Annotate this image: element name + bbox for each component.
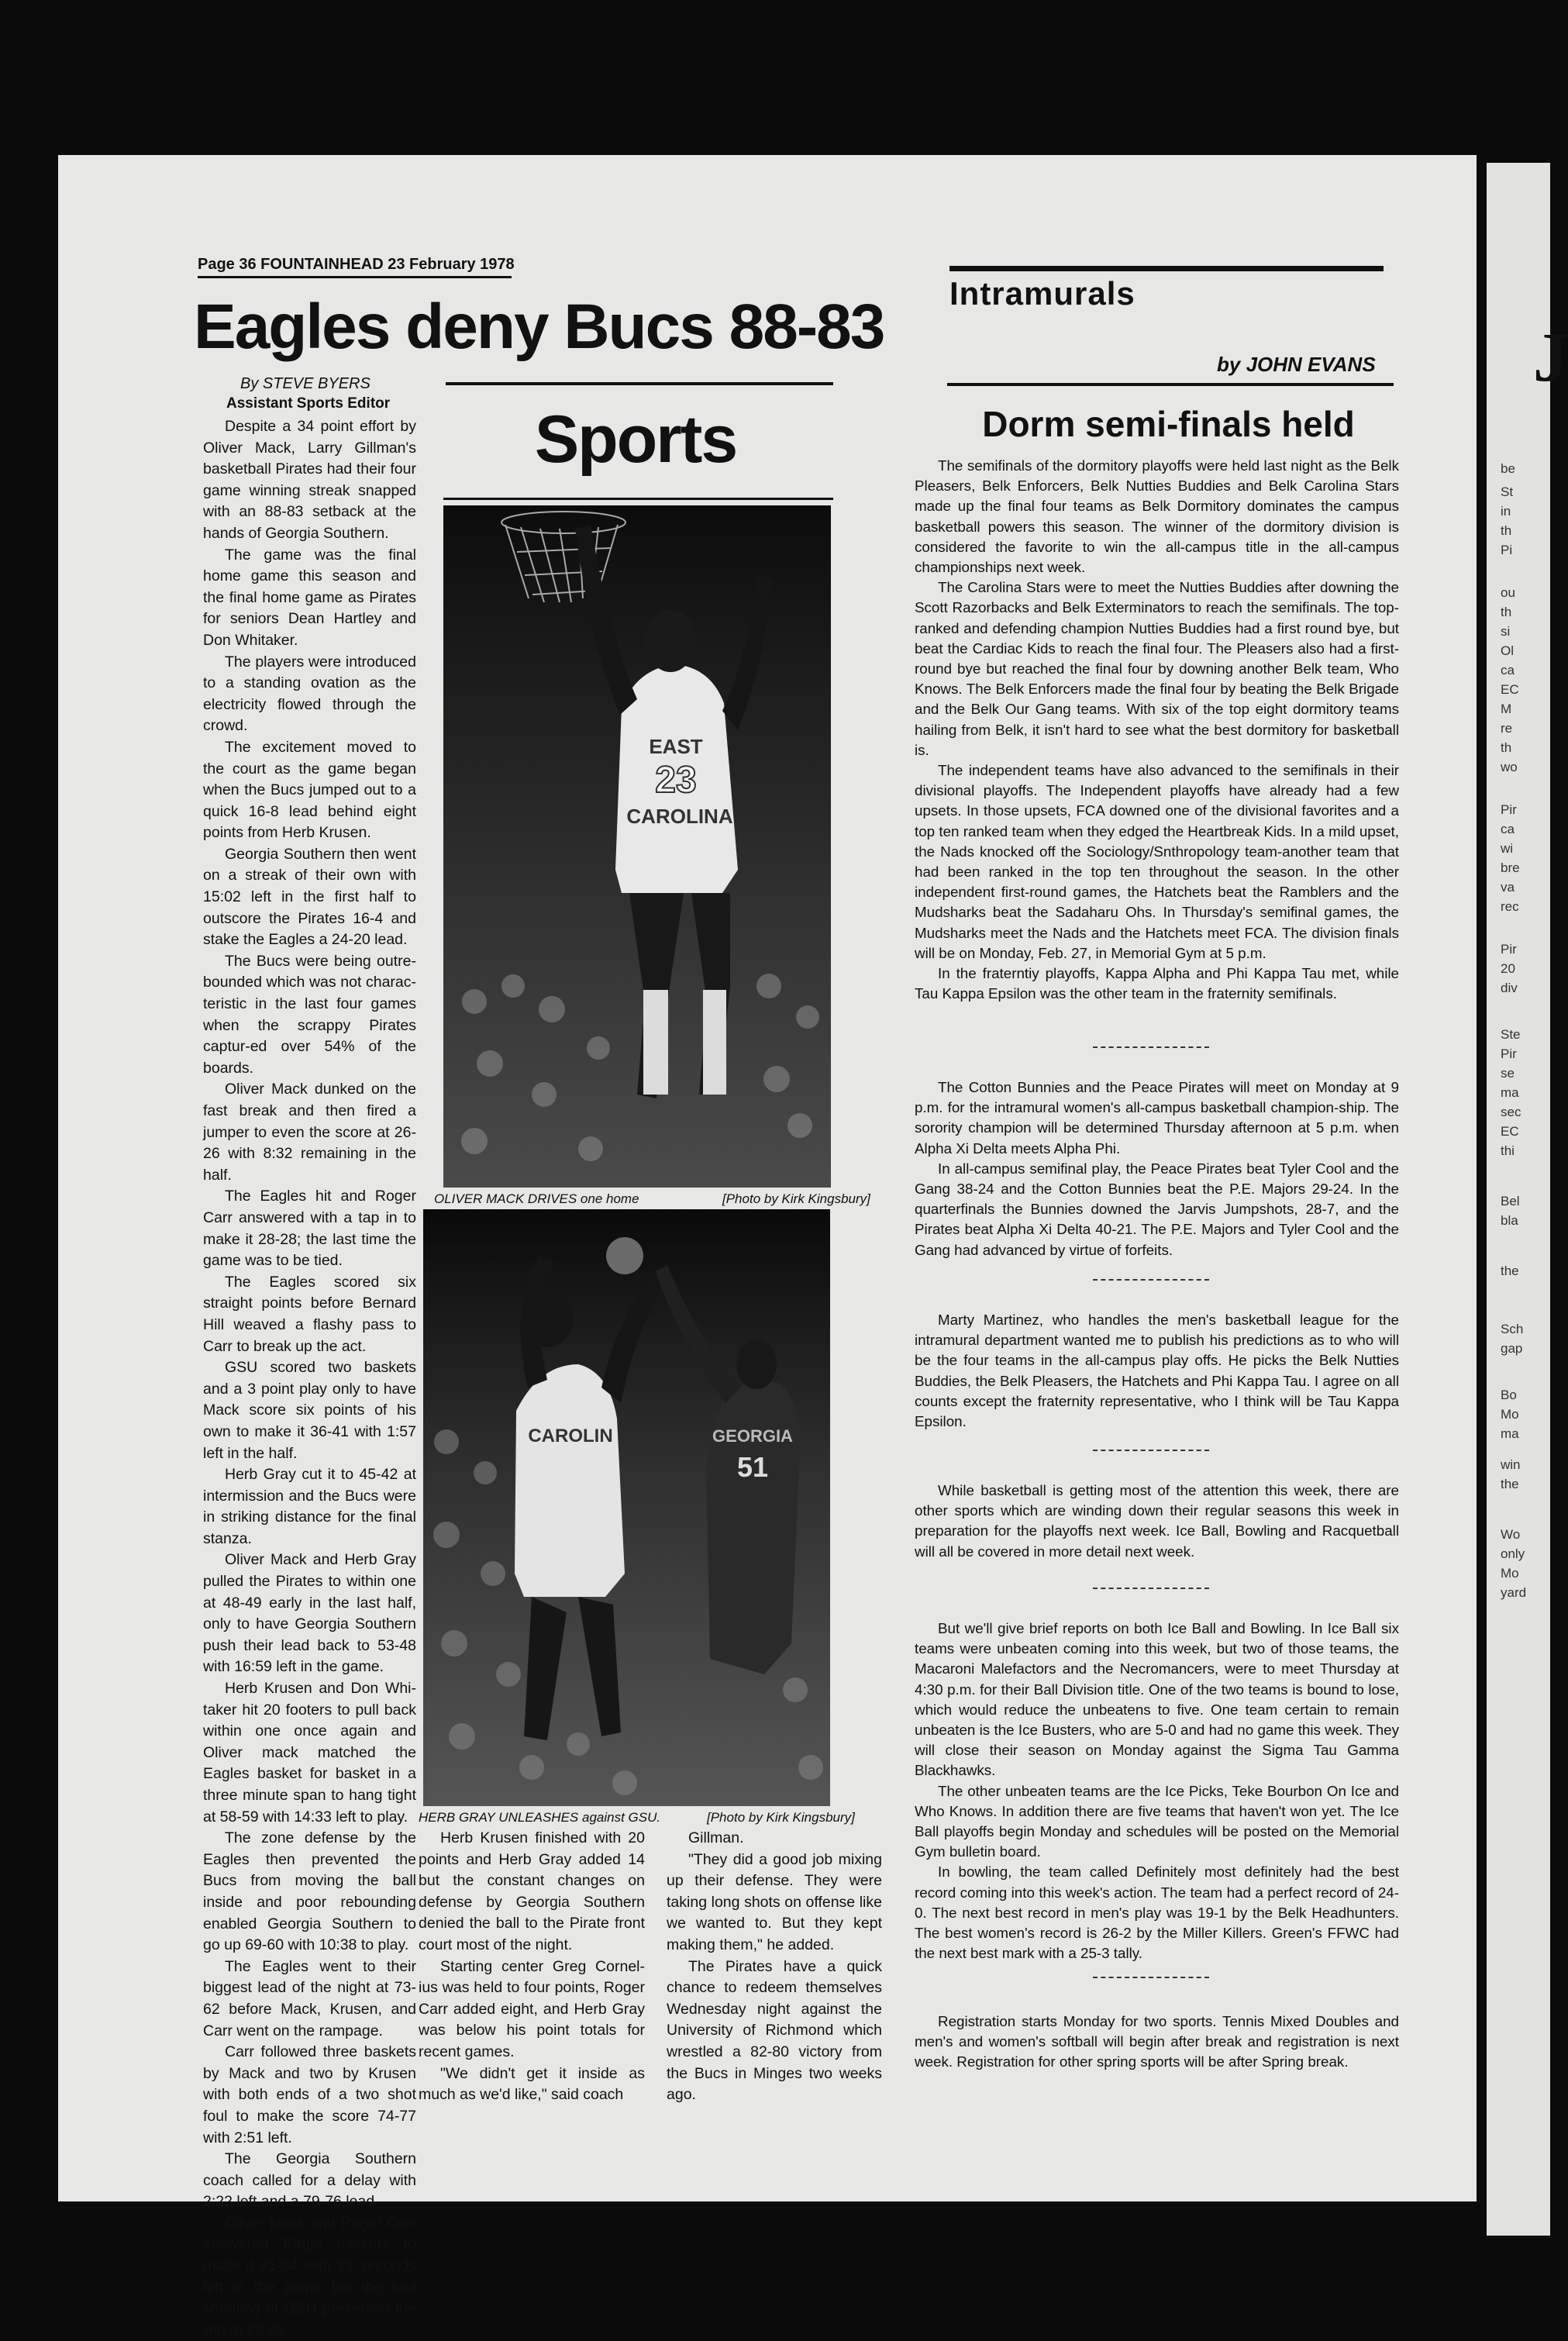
paragraph: The Georgia Southern coach called for a delay with 2:22 left and a 79-76 lead. [203, 2150, 416, 2211]
adjacent-fragment: va [1501, 880, 1515, 895]
paragraph: The Eagles went to their biggest lead of the night at 73-62 before Mack, Krusen, and Carr went on the rampage. [203, 1957, 416, 2039]
separator-5 [1093, 1977, 1209, 1978]
adjacent-fragment: be [1501, 461, 1515, 476]
photo-oliver-mack [443, 505, 831, 1188]
paragraph: In the fraterntiy playoffs, Kappa Alpha and Phi Kappa Tau met, while Tau Kappa Epsilon was the other team in the fraternity semifinals. [915, 965, 1399, 1002]
adjacent-fragment: Mo [1501, 1566, 1519, 1581]
paragraph: In all-campus semifinal play, the Peace Pirates beat Tyler Cool and the Gang 38-24 and the Cotton Bunnies beat the P.E. Majors 29-24. In the quarterfinals the Bunnies downed the Jarvis Jumpshots, 28-7, and the Pirates beat Alpha Xi Delta 40-21. The P.E. Majors and Tyler Cool and the Gang had advanced by virtue of forfeits. [915, 1160, 1399, 1258]
paragraph: Herb Krusen finished with 20 points and Herb Gray added 14 but the constant changes on defense by Georgia Southern denied the ball to the Pirate front court most of the night. [419, 1829, 645, 1953]
adjacent-fragment: Pir [1501, 942, 1517, 957]
paragraph: Oliver Mack dunked on the fast break and then fired a jumper to even the score at 26-26 with 8:32 remaining in the half. [203, 1081, 416, 1184]
left-article-paragraphs [203, 416, 416, 2341]
adjacent-fragment: St [1501, 484, 1514, 499]
intramurals-block-1 [915, 456, 1399, 1004]
middle-article-column-1 [419, 1828, 645, 2106]
adjacent-fragment: ou [1501, 585, 1515, 600]
adjacent-fragment: bla [1501, 1213, 1518, 1228]
adjacent-fragment: wo [1501, 760, 1518, 774]
intramurals-block-1-paragraphs [915, 456, 1399, 1004]
adjacent-fragment: sec [1501, 1105, 1521, 1119]
paragraph: "We didn't get it inside as much as we'd like," said coach [419, 2064, 645, 2104]
jersey1-bottom-text: CAROLINA [626, 805, 733, 828]
separator-1 [1093, 1046, 1209, 1048]
photo-herb-gray [423, 1209, 830, 1806]
paragraph: The Pirates have a quick chance to redeem themselves Wednesday night against the University of Richmond which wrestled a 82-80 victory from the Bucs in Minges two weeks ago. [667, 1957, 882, 2104]
photo-oliver-mack-art [443, 505, 831, 1188]
adjacent-page-letter: J [1533, 319, 1568, 396]
paragraph: Georgia Southern then went on a streak of their own with 15:02 left in the first half to outscore the Pirates 16-4 and stake the Eagles a 24-20 lead. [203, 845, 416, 949]
paragraph: Registration starts Monday for two sports. Tennis Mixed Doubles and men's and women's softball will begin after break and registration is next week. Registration for other spring sports will be after Spring break. [915, 2013, 1399, 2070]
jersey3-number-text: 51 [736, 1451, 769, 1483]
paragraph: Herb Krusen and Don Whi-taker hit 20 footers to pull back within one once again and Oliver mack matched the Eagles basket for basket in a three minute span to hang tight at 58-59 with 14:33 left to play. [203, 1680, 416, 1826]
photo2-credit: [Photo by Kirk Kingsbury] [707, 1810, 855, 1825]
photo2-caption: HERB GRAY UNLEASHES against GSU. [419, 1810, 661, 1825]
middle-article-paragraphs-1 [419, 1828, 645, 2106]
adjacent-page [1487, 163, 1568, 2236]
paragraph: But we'll give brief reports on both Ice Ball and Bowling. In Ice Ball six teams were unbeaten coming into this week, but two of those teams, the Macaroni Malefactors and the Necromancers, were to meet Thursday at 4:30 p.m. for their Ball Division title. One of the two teams is bound to lose, which would reduce the unbeatens to five. One team certain to remain unbeaten is the Ice Busters, who are 5-0 and had no game this week. They will close their season on Monday against the Sigma Tau Gamma Blackhawks. [915, 1620, 1399, 1779]
paragraph: The zone defense by the Eagles then prevented the Bucs from moving the ball inside and poor rebounding enabled Georgia Southern to go up 69-60 with 10:38 to play. [203, 1829, 416, 1954]
paragraph: GSU scored two baskets and a 3 point play only to have Mack score six points of his own to make it 36-41 with 1:57 left in the half. [203, 1359, 416, 1462]
byline-title: Assistant Sports Editor [226, 395, 391, 412]
adjacent-fragment: si [1501, 624, 1511, 639]
jersey2-text: CAROLIN [528, 1426, 613, 1446]
paragraph: The Bucs were being outre-bounded which was not charac-teristic in the last four games when the scrappy Pirates captur-ed over 54% of the boards. [203, 952, 416, 1077]
paragraph: The game was the final home game this season and the final home game as Pirates for seniors Dean Hartley and Don Whitaker. [203, 546, 416, 649]
adjacent-fragment: rec [1501, 899, 1519, 914]
adjacent-fragment: 20 [1501, 961, 1515, 976]
adjacent-fragment: yard [1501, 1585, 1527, 1600]
column-byline: by JOHN EVANS [1217, 353, 1376, 376]
adjacent-fragment: Ste [1501, 1027, 1521, 1042]
middle-article-paragraphs-2 [667, 1828, 882, 2106]
adjacent-fragment: EC [1501, 682, 1519, 697]
adjacent-fragment: wi [1501, 841, 1514, 856]
intramurals-block-5-paragraphs [915, 1619, 1399, 1963]
adjacent-fragment: Bo [1501, 1388, 1517, 1402]
sports-bottom-rule [443, 498, 833, 500]
adjacent-fragment: re [1501, 721, 1513, 736]
paragraph: Starting center Greg Cornel-ius was held to four points, Roger Carr added eight, and Herb Gray was below his point totals for recent games. [419, 1957, 645, 2060]
paragraph: Herb Gray cut it to 45-42 at intermission and the Bucs were in striking distance for the final stanza. [203, 1466, 416, 1547]
intramurals-rule [947, 383, 1394, 386]
intramurals-block-4 [915, 1481, 1399, 1562]
adjacent-fragment: Bel [1501, 1194, 1520, 1208]
adjacent-fragment: M [1501, 702, 1512, 716]
adjacent-fragment: ca [1501, 663, 1515, 677]
paragraph: The semifinals of the dormitory playoffs were held last night as the Belk Pleasers, Belk Enforcers, Belk Nutties Buddies and Belk Carolina Stars made up the final four teams as Belk Dormitory dominates the campus basketball powers this season. The winner of the dormitory division is considered the favorite to win the all-campus title in the all-campus championships next week. [915, 457, 1399, 576]
paragraph: In bowling, the team called Definitely most definitely had the best record coming into this week's action. The team had a perfect record of 24-0. The next best record in men's play was 19-1 by the Belk Headhunters. The best women's record is 26-2 by the Miller Killers. Green's FFWC had the next best mark with a 25-3 tally. [915, 1863, 1399, 1962]
adjacent-fragment: Ol [1501, 643, 1514, 658]
middle-article-column-2 [667, 1828, 882, 2106]
folio-rule [198, 276, 512, 278]
adjacent-fragment: win [1501, 1457, 1521, 1472]
adjacent-fragment: the [1501, 1264, 1519, 1278]
paragraph: The players were introduced to a standing ovation as the electricity flowed through the crowd. [203, 653, 416, 735]
photo-herb-gray-art [423, 1209, 830, 1806]
sports-top-rule [446, 382, 833, 385]
intramurals-block-4-paragraphs [915, 1481, 1399, 1562]
intramurals-block-5 [915, 1619, 1399, 1963]
jersey3-text: GEORGIA [712, 1426, 793, 1446]
paragraph: Carr followed three baskets by Mack and two by Krusen with both ends of a two shot foul to make the score 74-77 with 2:51 left. [203, 2043, 416, 2146]
adjacent-fragment: th [1501, 523, 1512, 538]
paragraph: The other unbeaten teams are the Ice Picks, Teke Bourbon On Ice and Who Knows. In addition there are five teams that haven't won yet. The Ice Ball playoffs begin Monday and schedules will be posted on the Memorial Gym bulletin board. [915, 1782, 1399, 1860]
intramurals-block-6 [915, 2012, 1399, 2073]
adjacent-fragment: in [1501, 504, 1511, 519]
adjacent-fragment: gap [1501, 1341, 1523, 1356]
adjacent-fragment: ma [1501, 1085, 1519, 1100]
paragraph: "They did a good job mixing up their defense. They were taking long shots on offense like we wanted to. But they kept making them," he added. [667, 1850, 882, 1953]
intramurals-block-6-paragraphs [915, 2012, 1399, 2073]
page-folio: Page 36 FOUNTAINHEAD 23 February 1978 [198, 256, 515, 273]
intramurals-block-2-paragraphs [915, 1077, 1399, 1260]
left-article-column [203, 416, 416, 2341]
adjacent-fragment: div [1501, 981, 1518, 995]
paragraph: Gillman. [688, 1829, 744, 1846]
paragraph: The independent teams have also advanced to the semifinals in their divisional playoffs. The Independent playoffs have already had a few upsets. In those upsets, FCA downed one of the divisional favorites and a top ten ranked team when they edged the Heartbreak Kids. In a mild upset, the Nads knocked off the Sociology/Snthropology team-another team that had been ranked in the top ten throughout the season. In the other independent first-round games, the Hatchets beat the Ramblers and the Mudsharks beat the Sadaharu Ohs. In Thursday's semifinal games, the Mudsharks meet the Nads and the Hatchets meet FCA. The division finals will be on Monday, Feb. 27, in Memorial Gym at 5 p.m. [915, 762, 1399, 961]
separator-3 [1093, 1450, 1209, 1451]
jersey1-top-text: EAST [649, 735, 703, 758]
intramurals-block-2 [915, 1077, 1399, 1260]
paragraph: Marty Martinez, who handles the men's basketball league for the intramural department wanted me to publish his predictions as to who will be the four teams in the all-campus play offs. He picks the Belk Nutties Buddies, the Belk Pleasers, the Hatchets and Phi Kappa Tau. I agree on all counts except the fraternity representative, who I think will be Tau Kappa Epsilon. [915, 1312, 1399, 1430]
photo1-caption: OLIVER MACK DRIVES one home [434, 1191, 639, 1206]
headline: Eagles deny Bucs 88-83 [194, 291, 884, 362]
adjacent-fragment: Pir [1501, 802, 1517, 817]
adjacent-fragment: bre [1501, 860, 1520, 875]
adjacent-fragment: ma [1501, 1426, 1519, 1441]
adjacent-fragment: only [1501, 1546, 1525, 1561]
intramurals-block-3-paragraphs [915, 1310, 1399, 1432]
intramurals-block-3 [915, 1310, 1399, 1432]
adjacent-fragment: Mo [1501, 1407, 1519, 1422]
paragraph: Oliver Mack and Herb Gray pulled the Pirates to within one at 48-49 early in the last half, only to have Georgia Southern push their lead back to 53-48 with 16:59 left in the game. [203, 1551, 416, 1676]
adjacent-fragment: th [1501, 740, 1512, 755]
column-title: Intramurals [949, 275, 1136, 312]
photo1-credit: [Photo by Kirk Kingsbury] [722, 1191, 870, 1206]
paragraph: The Cotton Bunnies and the Peace Pirates will meet on Monday at 9 p.m. for the intramural women's all-campus basketball champion-ship. The sorority champion will be determined Thursday afternoon at 5 p.m. when Alpha Xi Delta meets Alpha Phi. [915, 1079, 1399, 1157]
separator-2 [1093, 1279, 1209, 1281]
paragraph: The Eagles hit and Roger Carr answered with a tap in to make it 28-28; the last time the game was to be tied. [203, 1188, 416, 1270]
adjacent-fragment: Sch [1501, 1322, 1524, 1336]
adjacent-fragment: the [1501, 1477, 1519, 1491]
adjacent-fragment: se [1501, 1066, 1515, 1081]
adjacent-fragment: thi [1501, 1143, 1515, 1158]
separator-4 [1093, 1588, 1209, 1589]
adjacent-fragment: Wo [1501, 1527, 1521, 1542]
section-label: Sports [534, 402, 737, 477]
paragraph: The Eagles scored six straight points before Bernard Hill weaved a flashy pass to Carr to break up the act. [203, 1273, 416, 1355]
paragraph: While basketball is getting most of the attention this week, there are other sports which are winding down their regular seasons this week in preparation for the playoffs next week. Ice Ball, Bowling and Racquetball will all be covered in more detail next week. [915, 1482, 1399, 1560]
paragraph: The Carolina Stars were to meet the Nutties Buddies after downing the Scott Razorbacks and Belk Exterminators to reach the semifinals. The top-ranked and defending champion Nutties Buddies had a first round bye, but beat the Cardiac Kids to reach the final four. The Pleasers also had a first-round bye but reached the final four by downing another Belk team, Who Knows. The Belk Enforcers made the final four by beating the Belk Brigade and the Belk Our Gang teams. With six of the top eight dormitory teams hailing from Belk, it isn't hard to see what the best dormitory for basketball is. [915, 579, 1399, 758]
paragraph: Oliver Mack and Roger Carr answered Eagle baskets to make it 81-84 with 22 seconds left in the game but the foul shooting of GSU preserved the win at 88-83. [203, 2214, 416, 2339]
byline: By STEVE BYERS [240, 375, 370, 392]
adjacent-fragment: Pi [1501, 543, 1513, 557]
adjacent-fragment: Pir [1501, 1046, 1517, 1061]
adjacent-fragment: th [1501, 605, 1512, 619]
paragraph: The excitement moved to the court as the game began when the Bucs jumped out to a quick 16-8 lead behind eight points from Herb Krusen. [203, 738, 416, 842]
intramurals-headline: Dorm semi-finals held [982, 404, 1355, 444]
adjacent-fragment: EC [1501, 1124, 1519, 1139]
paragraph: Despite a 34 point effort by Oliver Mack, Larry Gillman's basketball Pirates had their four game winning streak snapped with an 88-83 setback at the hands of Georgia Southern. [203, 418, 416, 542]
adjacent-fragment: ca [1501, 822, 1515, 836]
jersey1-number-text: 23 [655, 760, 697, 801]
intramurals-top-rule [949, 266, 1384, 271]
